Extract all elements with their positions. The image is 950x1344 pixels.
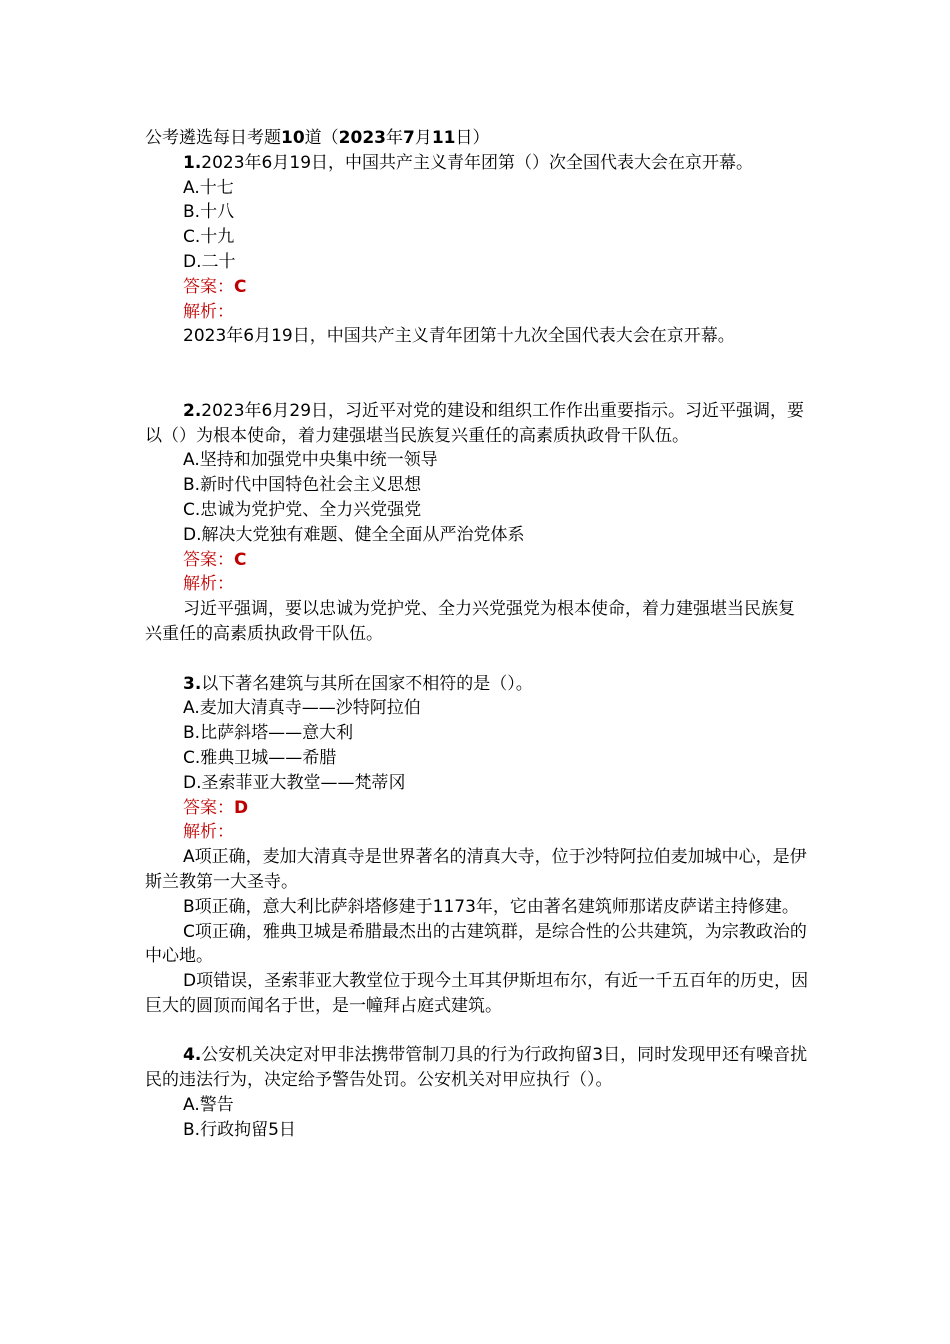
question-2-analysis: 习近平强调，要以忠诚为党护党、全力兴党强党为根本使命，着力建强堪当民族复兴重任的高素质执政骨干队伍。: [145, 599, 795, 644]
question-2-option-a: A.坚持和加强党中央集中统一领导: [183, 450, 438, 471]
question-1-answer: 答案：C: [183, 276, 247, 297]
question-3-analysis-a: A项正确，麦加大清真寺是世界著名的清真大寺，位于沙特阿拉伯麦加城中心，是伊斯兰教第一大圣寺。: [145, 847, 807, 892]
question-3-analysis-c: C项正确，雅典卫城是希腊最杰出的古建筑群，是综合性的公共建筑，为宗教政治的中心地。: [145, 921, 807, 967]
question-3-option-a: A.麦加大清真寺——沙特阿拉伯: [183, 698, 421, 719]
document-title: 公考遴选每日考题10道（2023年7月11日）: [145, 128, 490, 148]
question-2-stem: 2.2023年6月29日，习近平对党的建设和组织工作作出重要指示。习近平强调，要以（）为根本使命，着力建强堪当民族复兴重任的高素质执政骨干队伍。: [145, 400, 805, 446]
question-4-option-a: A.警告: [183, 1095, 234, 1116]
question-3-analysis-d: D项错误，圣索菲亚大教堂位于现今土耳其伊斯坦布尔，有近一千五百年的历史，因巨大的圆顶而闻名于世，是一幢拜占庭式建筑。: [145, 971, 809, 1016]
question-3-analysis-b: B项正确，意大利比萨斜塔修建于1173年，它由著名建筑师那诺皮萨诺主持修建。: [183, 896, 799, 917]
question-1-option-d: D.二十: [183, 251, 236, 272]
question-1-analysis: 2023年6月19日，中国共产主义青年团第十九次全国代表大会在京开幕。: [183, 326, 735, 347]
question-3-option-c: C.雅典卫城——希腊: [183, 747, 337, 768]
question-4-stem: 4.公安机关决定对甲非法携带管制刀具的行为行政拘留3日，同时发现甲还有噪音扰民的违法行为，决定给予警告处罚。公安机关对甲应执行（）。: [145, 1045, 808, 1091]
question-2-option-b: B.新时代中国特色社会主义思想: [183, 475, 422, 496]
question-2-option-d: D.解决大党独有难题、健全全面从严治党体系: [183, 524, 525, 545]
question-2-analysis-label: 解析：: [183, 574, 234, 595]
question-3-option-b: B.比萨斜塔——意大利: [183, 723, 354, 744]
question-1-stem: 1.2023年6月19日，中国共产主义青年团第（）次全国代表大会在京开幕。: [183, 152, 754, 173]
question-3-option-d: D.圣索菲亚大教堂——梵蒂冈: [183, 772, 406, 793]
question-1-analysis-label: 解析：: [183, 301, 234, 322]
question-3-analysis-label: 解析：: [183, 822, 234, 843]
question-2-answer: 答案：C: [183, 549, 247, 570]
question-3-stem: 3.以下著名建筑与其所在国家不相符的是（）。: [183, 673, 533, 694]
question-1-option-b: B.十八: [183, 202, 235, 223]
question-4-option-b: B.行政拘留5日: [183, 1119, 296, 1140]
question-1-option-a: A.十七: [183, 177, 234, 198]
question-2-option-c: C.忠诚为党护党、全力兴党强党: [183, 499, 422, 520]
question-1-option-c: C.十九: [183, 227, 235, 248]
question-3-answer: 答案：D: [183, 797, 249, 818]
